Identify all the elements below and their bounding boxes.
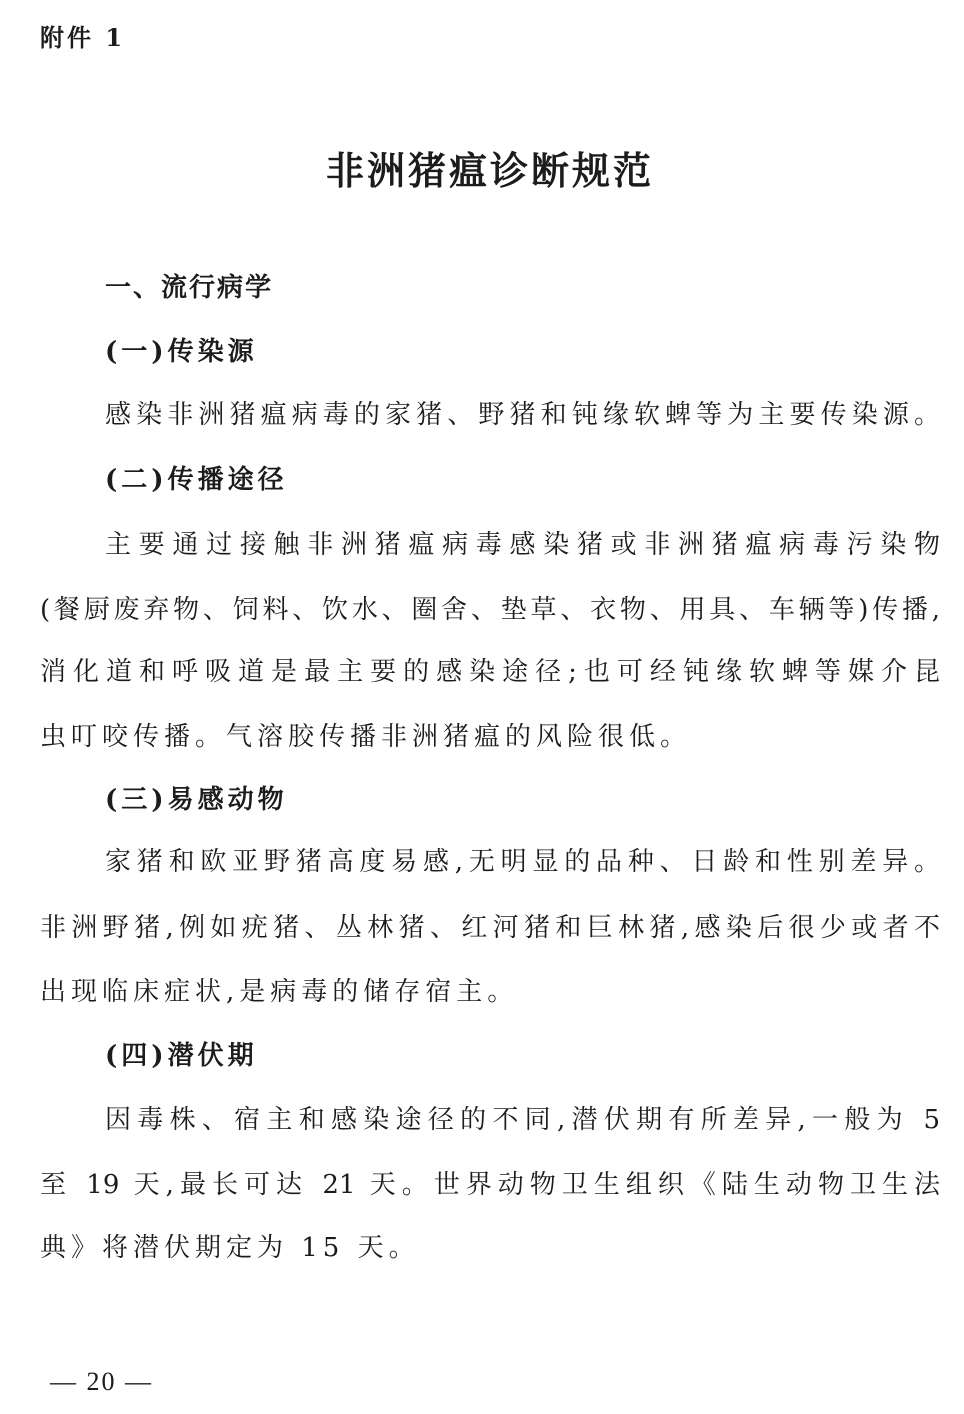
attachment-label: 附件 1 <box>40 23 126 52</box>
paragraph-line: 非洲野猪,例如疣猪、丛林猪、红河猪和巨林猪,感染后很少或者不 <box>40 913 940 943</box>
paragraph-line: 感染非洲猪瘟病毒的家猪、野猪和钝缘软蜱等为主要传染源。 <box>105 400 940 430</box>
paragraph-line: 主要通过接触非洲猪瘟病毒感染猪或非洲猪瘟病毒污染物 <box>105 530 940 560</box>
paragraph-line: 虫叮咬传播。气溶胶传播非洲猪瘟的风险很低。 <box>40 722 692 752</box>
page-number: — 20 — <box>50 1367 153 1396</box>
paragraph-line: 典》将潜伏期定为 15 天。 <box>40 1233 420 1263</box>
paragraph-line: 出现临床症状,是病毒的储存宿主。 <box>40 977 519 1007</box>
subsection-heading-susceptible-animals: (三)易感动物 <box>105 785 288 815</box>
paragraph-line: 消化道和呼吸道是最主要的感染途径;也可经钝缘软蜱等媒介昆 <box>40 657 940 687</box>
paragraph-line: (餐厨废弃物、饲料、饮水、圈舍、垫草、衣物、用具、车辆等)传播, <box>40 595 940 625</box>
paragraph-line: 家猪和欧亚野猪高度易感,无明显的品种、日龄和性别差异。 <box>105 847 940 877</box>
paragraph-line: 至 19 天,最长可达 21 天。世界动物卫生组织《陆生动物卫生法 <box>40 1170 940 1200</box>
subsection-heading-infection-source: (一)传染源 <box>105 337 258 367</box>
subsection-heading-incubation-period: (四)潜伏期 <box>105 1041 258 1071</box>
section-heading-epidemiology: 一、流行病学 <box>105 273 274 303</box>
subsection-heading-transmission-route: (二)传播途径 <box>105 465 288 495</box>
document-title: 非洲猪瘟诊断规范 <box>325 148 654 193</box>
paragraph-line: 因毒株、宿主和感染途径的不同,潜伏期有所差异,一般为 5 <box>105 1105 940 1135</box>
